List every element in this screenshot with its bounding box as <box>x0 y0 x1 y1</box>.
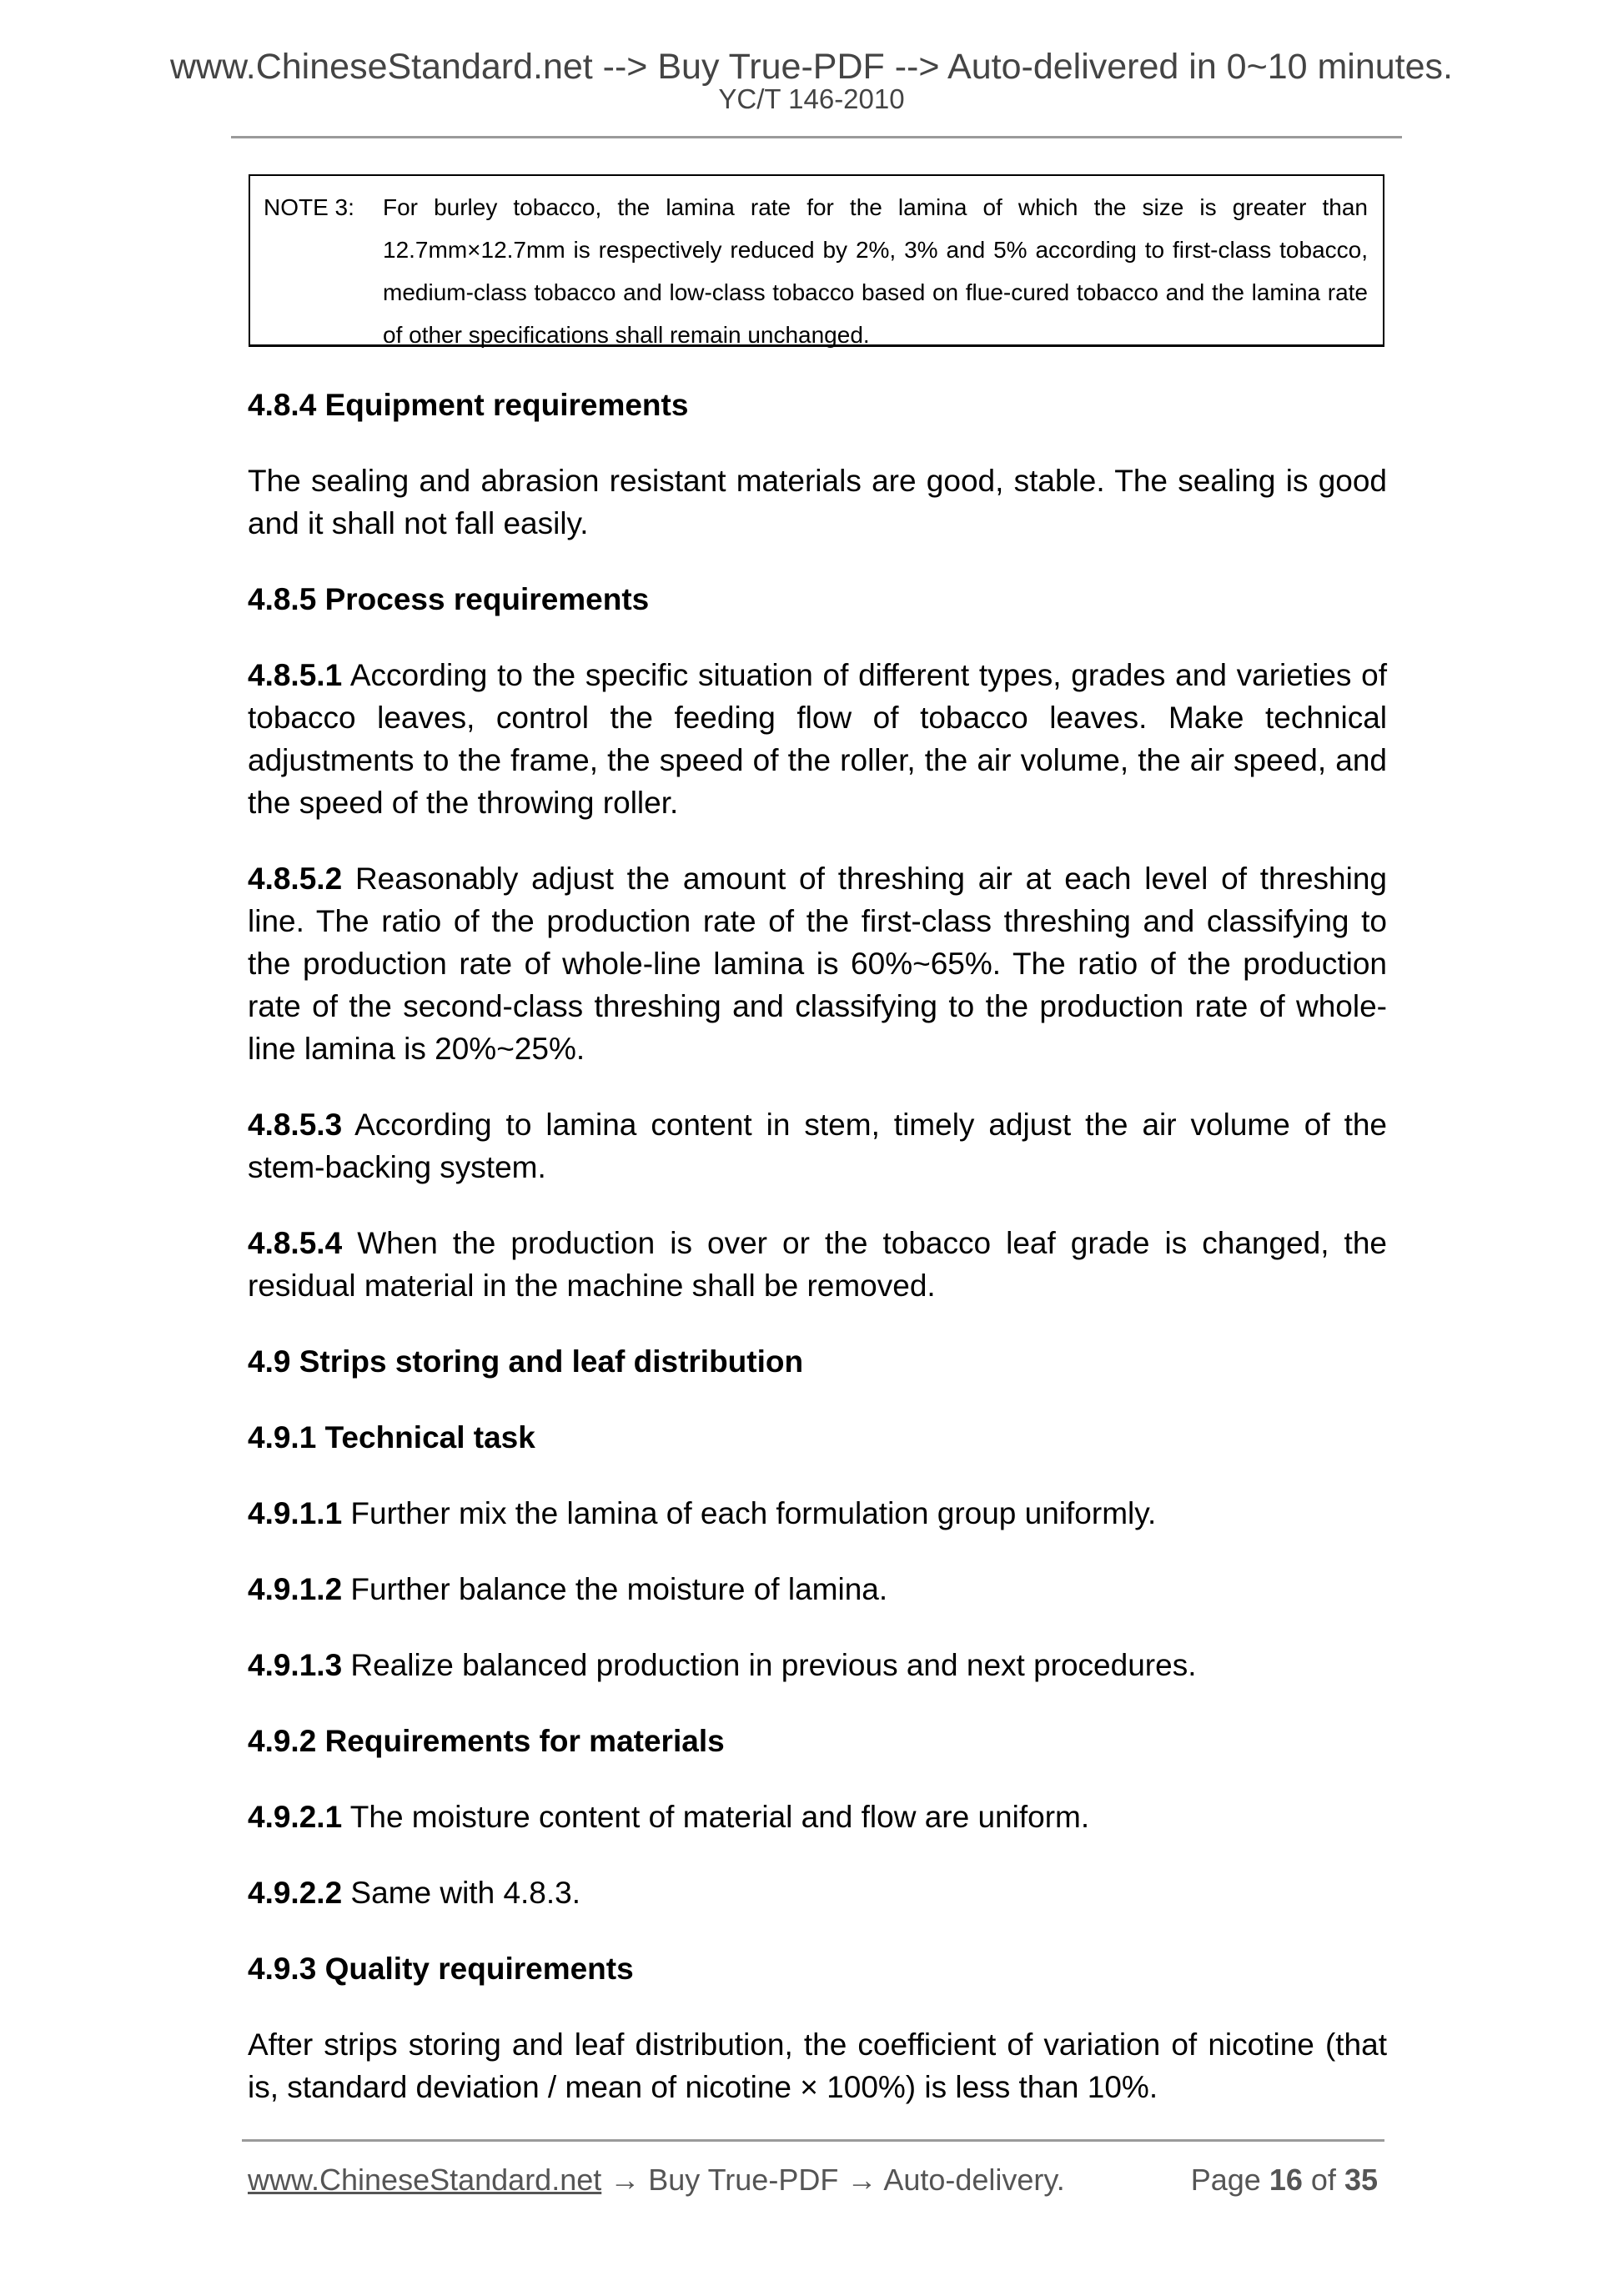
of-word: of <box>1310 2163 1336 2197</box>
page-total: 35 <box>1344 2163 1378 2197</box>
clause-text: According to lamina content in stem, timely adjust the air volume of the stem-backing system. <box>248 1108 1387 1184</box>
clause-number: 4.8.5.3 <box>248 1108 343 1142</box>
paragraph <box>248 654 1387 824</box>
section-heading: 4.9 Strips storing and leaf distribution <box>248 1344 804 1379</box>
footer-divider <box>242 2139 1384 2142</box>
clause-number: 4.9.1.1 <box>248 1496 343 1530</box>
paragraph <box>248 857 1387 1070</box>
clause-text: Reasonably adjust the amount of threshing air at each level of threshing line. The ratio of the production rate of the first-class threshing and classifying to the production rate of whole-line lamina is 60%~65%. The ratio of the production rate of the second-class threshing and classifying to the production rate of whole-line lamina is 20%~25%. <box>248 862 1387 1066</box>
section-heading: 4.9.2 Requirements for materials <box>248 1724 725 1758</box>
paragraph <box>248 1871 1387 1914</box>
paragraph <box>248 1492 1387 1535</box>
page-indicator <box>1191 2162 1378 2198</box>
clause-number: 4.8.5.4 <box>248 1226 343 1260</box>
note-text: For burley tobacco, the lamina rate for the lamina of which the size is greater than 12.7mm×12.7mm is respectively reduced by 2%, 3% and 5% according to first-class tobacco, medium-class tobacco and low-class tobacco based on flue-cured tobacco and the lamina rate of other specifications shall remain unchanged. <box>383 194 1368 348</box>
paragraph <box>248 1222 1387 1307</box>
document-body <box>248 384 1387 2142</box>
paragraph <box>248 1796 1387 1838</box>
clause-text: Same with 4.8.3. <box>342 1876 581 1910</box>
clause-text: Further mix the lamina of each formulation group uniformly. <box>342 1496 1157 1530</box>
clause-text: According to the specific situation of different types, grades and varieties of tobacco leaves, control the feeding flow of tobacco leaves. Make technical adjustments to the frame, the speed of the roller, the air volume, the air speed, and the speed of the throwing roller. <box>248 658 1387 820</box>
clause-text: The moisture content of material and flow are uniform. <box>342 1800 1090 1834</box>
paragraph <box>248 1644 1387 1686</box>
clause-text: After strips storing and leaf distribution, the coefficient of variation of nicotine (that is, standard deviation / mean of nicotine × 100%) is less than 10%. <box>248 2027 1387 2104</box>
standard-code: YC/T 146-2010 <box>718 83 905 114</box>
paragraph <box>248 460 1387 545</box>
note-box <box>249 174 1384 347</box>
clause-number: 4.9.2.2 <box>248 1876 343 1910</box>
header-banner: www.ChineseStandard.net --> Buy True-PDF --> Auto-delivered in 0~10 minutes. <box>169 47 1453 87</box>
clause-number: 4.9.1.2 <box>248 1572 343 1606</box>
clause-number: 4.9.1.3 <box>248 1648 343 1682</box>
clause-number: 4.8.5.1 <box>248 658 343 692</box>
section-heading: 4.8.4 Equipment requirements <box>248 388 689 422</box>
footer <box>248 2162 1378 2198</box>
paragraph <box>248 1568 1387 1610</box>
footer-left <box>248 2162 1065 2198</box>
section-heading: 4.8.5 Process requirements <box>248 582 650 616</box>
page-current: 16 <box>1269 2163 1303 2197</box>
footer-tail: → Buy True-PDF → Auto-delivery. <box>601 2163 1065 2197</box>
header-divider <box>231 136 1402 138</box>
section-heading: 4.9.3 Quality requirements <box>248 1952 634 1986</box>
clause-text: When the production is over or the tobacco leaf grade is changed, the residual material in the machine shall be removed. <box>248 1226 1387 1303</box>
paragraph <box>248 1103 1387 1188</box>
clause-number: 4.8.5.2 <box>248 862 343 896</box>
note-label: NOTE 3: <box>264 194 354 220</box>
section-heading: 4.9.1 Technical task <box>248 1420 535 1454</box>
clause-number: 4.9.2.1 <box>248 1800 343 1834</box>
page-word: Page <box>1190 2163 1261 2197</box>
footer-site-link[interactable]: www.ChineseStandard.net <box>248 2163 602 2197</box>
clause-text: Realize balanced production in previous and next procedures. <box>342 1648 1197 1682</box>
clause-text: Further balance the moisture of lamina. <box>342 1572 888 1606</box>
paragraph <box>248 2023 1387 2108</box>
clause-text: The sealing and abrasion resistant materials are good, stable. The sealing is good and it shall not fall easily. <box>248 464 1387 540</box>
